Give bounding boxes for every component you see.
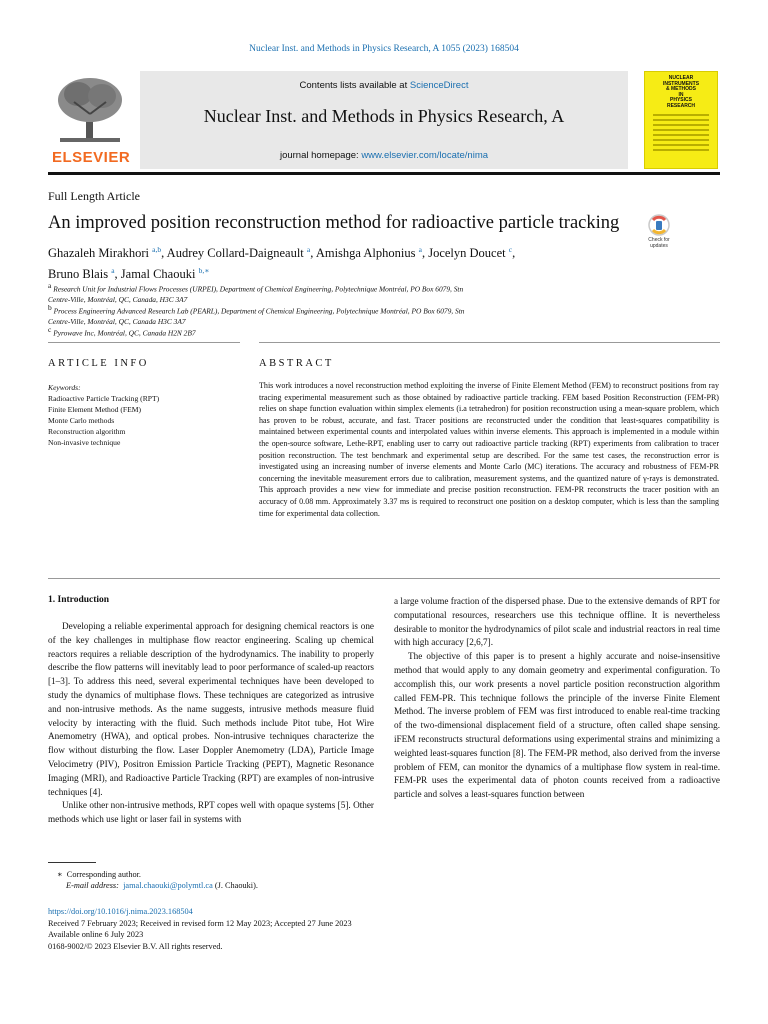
affiliation-text: Centre-Ville, Montréal, QC, Canada, H3C 3A7 (48, 295, 188, 305)
keyword-item: Reconstruction algorithm (48, 427, 126, 436)
footnote-rule (48, 862, 96, 863)
banner-info (140, 71, 628, 169)
article-title: An improved position reconstruction method for radioactive particle tracking (48, 213, 620, 233)
elsevier-tree-icon (54, 74, 126, 146)
cover-title-line: PHYSICS (670, 97, 692, 104)
journal-title: Nuclear Inst. and Methods in Physics Research, A (203, 106, 565, 126)
paragraph: The objective of this paper is to present a highly accurate and noise-insensitive method that would apply to any domain geometry and experimental configuration. To accomplish this, our work presents a novel particle position reconstruction algorithm called FEM-PR. This technique follows the principle of the inverse Finite Element Method. The inverse problem of FEM was first introduced to enable real-time tracking of the two-dimensional displacement field of a structure, often called shape sensing. iFEM reconstructs structural deformations using experimental strains and minimizing a weighted least-squares function [8]. The FEM-PR method, also derived from the inverse problem of FEM, can monitor the dynamics of a multiphase flow system in real-time. FEM-PR uses the experimental data of photon counts received from a radioactive particle and solves a least-squares function between (394, 651, 720, 800)
affiliation-label: c (48, 325, 52, 334)
body-column-right (394, 595, 720, 802)
author[interactable]: Amishga Alphonius (315, 246, 416, 261)
sciencedirect-link[interactable]: ScienceDirect (409, 80, 469, 91)
abstract-text: This work introduces a novel reconstruction method exploiting the inverse of Finite Element Method (FEM) to reconstruct positions from ray tracing experimental measurement such as those obtained by radioactive particle tracking. FEM based Position Reconstruction (FEM-PR) relies on shape function evaluation within simplex elements (i.a tetrahedron) for position reconstruction using a mean-square problem, which has proven to be robust, accurate, and fast. Tracer positions are reconstructed under the condition that least-squares compatibility is maintained between experimental counts and interpolated values within inverse elements. This approach is implemented in a module within the open-source software, Lethe-RPT, enabling user to carry out radioactive particle tracking (RPT) experiments from calibration to tracer position reconstruction. The test benchmark and experimental setup are described. For the same test cases, the reconstruction error is investigated using an increasing number of inverse elements and Monte Carlo (MC) iterations. The accuracy and robustness of FEM-PR concerning the inevitable measurement errors due to calibration, measurement systems, and the quantized nature of γ-rays is demonstrated. This approach provides a new view for immediate and precise position reconstruction. FEM-PR reconstructs the tracer position with an accuracy of 0.08 mm. Approximately 3.37 ms is required to reconstruct one position on a desktop computer, which is less than the sampling time for experimental data collection. (259, 381, 719, 518)
author-separator: , (114, 267, 121, 282)
contents-line (140, 80, 628, 91)
author-affiliation-sup[interactable]: a (306, 245, 311, 254)
section-heading-introduction: 1. Introduction (48, 595, 110, 605)
author-separator: , (161, 246, 167, 261)
author-separator: , (310, 246, 316, 261)
author-affiliation-sup[interactable]: a,b (152, 245, 162, 254)
info-divider (48, 342, 240, 343)
affiliation-label: b (48, 303, 52, 312)
footnote-email (66, 881, 258, 890)
affiliation-text: Process Engineering Advanced Research Lab (PEARL), Department of Chemical Engineering, Polytechnique Montréal, PO Box 6079, Stn (53, 306, 465, 316)
paragraph: a large volume fraction of the dispersed phase. Due to the extensive demands of RPT for computational resources, researchers use this technique offline. It is nevertheless desirable to monitor the hydrodynamics of pilot scale and industrial reactors in real time with high accuracy [2,6,7]. (394, 596, 720, 648)
contents-prefix: Contents lists available at (299, 80, 410, 91)
running-header[interactable]: Nuclear Inst. and Methods in Physics Research, A 1055 (2023) 168504 (249, 44, 519, 54)
email-suffix: (J. Chaouki). (214, 881, 258, 890)
article-info-heading: ARTICLE INFO (48, 358, 149, 369)
homepage-prefix: journal homepage: (279, 150, 362, 161)
dates-line: Received 7 February 2023; Received in revised form 12 May 2023; Accepted 27 June 2023 (48, 918, 352, 928)
cover-title (645, 76, 717, 110)
keyword-item: Finite Element Method (FEM) (48, 405, 142, 414)
header-rule (48, 172, 720, 175)
journal-banner (48, 71, 720, 169)
keyword-item: Radioactive Particle Tracking (RPT) (48, 394, 160, 403)
author[interactable]: Bruno Blais (48, 267, 109, 282)
author[interactable]: Audrey Collard-Daigneault (166, 246, 304, 261)
keyword-item: Non-invasive technique (48, 438, 121, 447)
author-separator: , (421, 246, 429, 261)
footnote-text: Corresponding author. (66, 870, 141, 879)
author[interactable]: Ghazaleh Mirakhori (48, 246, 150, 261)
body-column-left (48, 620, 374, 827)
check-updates-icon (640, 214, 678, 238)
affiliation-label: a (48, 281, 52, 290)
author[interactable]: Jocelyn Doucet (428, 246, 506, 261)
abstract-bottom-divider (48, 578, 720, 579)
paragraph: Unlike other non-intrusive methods, RPT copes well with opaque systems [5]. Other methods which use light or laser fail in systems with (48, 800, 374, 825)
cover-title-line: & METHODS (666, 86, 696, 93)
affiliation-text: Research Unit for Industrial Flows Processes (URPEI), Department of Chemical Engineering, Polytechnique Montréal, PO Box 6079, Stn (53, 284, 464, 294)
keyword-item: Monte Carlo methods (48, 416, 115, 425)
elsevier-wordmark: ELSEVIER (52, 149, 131, 166)
cover-title-line: INSTRUMENTS (662, 80, 700, 87)
copyright-line: 0168-9002/© 2023 Elsevier B.V. All rights reserved. (48, 941, 223, 951)
author-list (48, 241, 628, 283)
author[interactable]: Jamal Chaouki (120, 267, 196, 282)
journal-cover[interactable] (644, 71, 718, 169)
email-label: E-mail address: (66, 881, 119, 890)
affiliation-text: Centre-Ville, Montréal, QC, Canada H3C 3A7 (48, 317, 186, 327)
article-type: Full Length Article (48, 189, 140, 203)
elsevier-logo[interactable] (48, 71, 132, 169)
author-separator: , (512, 246, 516, 261)
doi-link[interactable]: https://doi.org/10.1016/j.nima.2023.168504 (48, 907, 193, 916)
author-affiliation-sup[interactable]: b,∗ (198, 266, 210, 276)
cover-title-line: RESEARCH (666, 102, 696, 109)
article-metadata (48, 906, 352, 952)
email-link[interactable]: jamal.chaouki@polymtl.ca (123, 881, 213, 890)
author-affiliation-sup[interactable]: a (418, 245, 422, 254)
paragraph: Developing a reliable experimental approach for designing chemical reactors is one of the key challenges in multiphase flow reactor engineering. Scaling up chemical reactors requires a reliable description of the hydrodynamics. The inability to properly describe the flow patterns will inevitably lead to poor performance of scaled-up reactors [1–3]. To address this need, several experimental techniques have been developed to study the dynamics of multiphase flows. These techniques are categorized as intrusive and non-intrusive methods. As the name suggests, intrusive methods measure fluid velocity by interacting with the fluid. Such methods include Pitot tube, Hot Wire Anemometry (HWA), and optical probes. Non-intrusive techniques characterize the flow without disturbing the flow. Laser Doppler Anemometry (LDA), Particle Image Velocimetry (PIV), Positron Emission Particle Tracking (PEPT), Magnetic Resonance Imaging (MRI), and Radioactive Particle Tracking (RPT) are examples of non-intrusive techniques [4]. (48, 621, 374, 797)
affiliation-c (48, 324, 568, 338)
abstract-heading: ABSTRACT (259, 358, 334, 369)
check-updates-label: Check for updates (648, 237, 670, 249)
affiliation-text: Pyrowave Inc, Montréal, QC, Canada H2N 2B7 (53, 328, 196, 338)
footnote-corresponding (57, 869, 141, 879)
homepage-link[interactable]: www.elsevier.com/locate/nima (361, 150, 489, 161)
cover-text-lines (653, 114, 709, 151)
homepage-line (140, 150, 628, 161)
abstract-divider (259, 342, 720, 343)
footnote-marker: ∗ (57, 870, 63, 879)
check-for-updates-badge[interactable] (640, 214, 678, 252)
cover-title-line: IN (678, 91, 684, 98)
cover-title-line: NUCLEAR (668, 75, 694, 81)
keywords-label: Keywords: (48, 383, 81, 392)
author-affiliation-sup[interactable]: c (508, 245, 513, 254)
online-date: Available online 6 July 2023 (48, 930, 144, 940)
author-affiliation-sup[interactable]: a (111, 266, 115, 276)
